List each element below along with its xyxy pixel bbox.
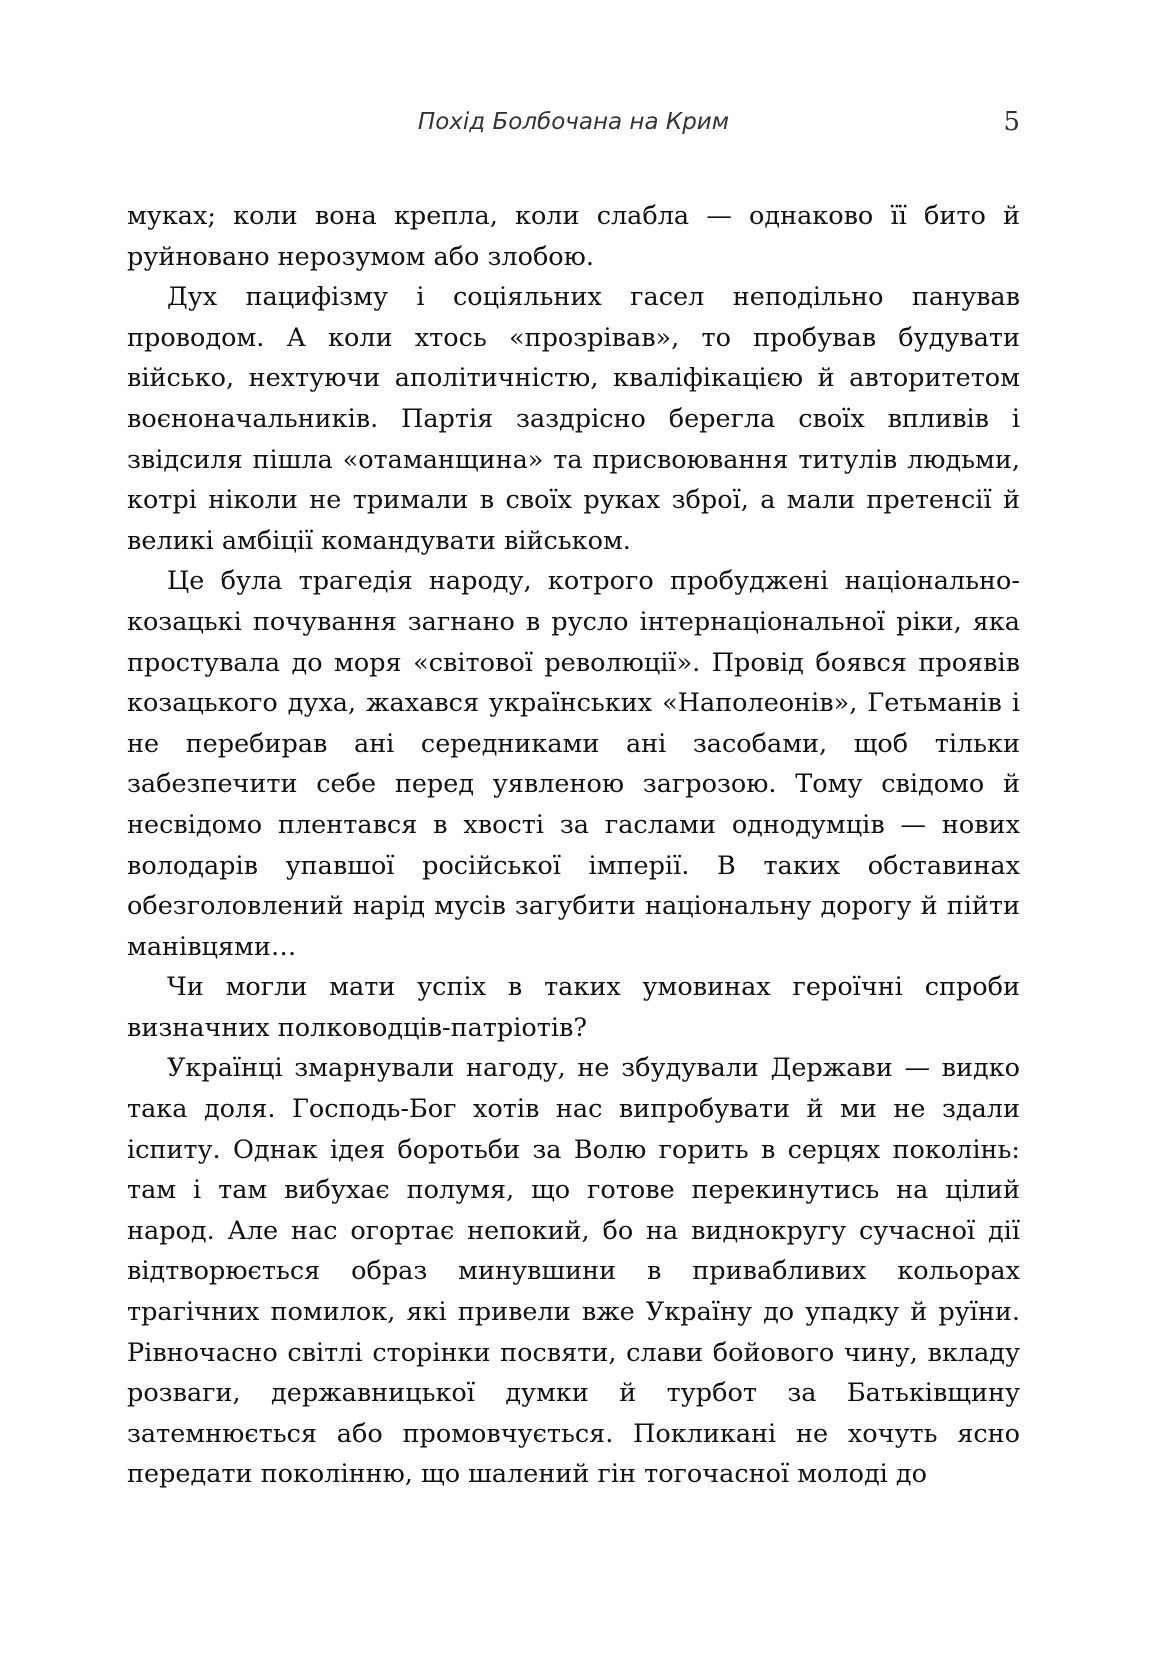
running-title: Похід Болбочана на Крим [417,109,730,135]
paragraph: Дух пацифізму і соціяльних гасел неподільно панував проводом. А коли хтось «прозрівав», то пробував будувати військо, нехтуючи аполітичністю, кваліфікацією й авторитетом воєноначальників. Партія заздрісно берегла своїх впливів і звідсиля пішла «отаманщина» та присвоювання титулів людьми, котрі ніколи не тримали в своїх руках зброї, а мали претенсії й великі амбіції командувати військом. [127,282,1020,556]
body-text [127,196,1020,1495]
page-header [127,102,1020,142]
page-number: 5 [1003,107,1020,137]
paragraph: Українці змарнували нагоду, не збудували Держави — видко така доля. Господь-Бог хотів нас випробувати й ми не здали іспиту. Однак ідея боротьби за Волю горить в серцях поколінь: там і там вибухає полумя, що готове перекинутись на цілий народ. Але нас огортає непокий, бо на виднокругу сучасної дії відтворюється образ минувшини в привабливих кольорах трагічних помилок, які привели вже Україну до упадку й руїни. Рівночасно світлі сторінки посвяти, слави бойового чину, вкладу розваги, державницької думки й турбот за Батьківщину затемнюється або промовчується. Покликані не хочуть ясно передати поколінню, що шалений гін тогочасної молоді до [127,1053,1020,1490]
paragraph: Це була трагедія народу, котрого пробуджені національно-козацькі почування загнано в русло інтернаціональної ріки, яка простувала до моря «світової революції». Провід боявся проявів козацького духа, жахався українських «Наполеонів», Гетьманів і не перебирав ані середниками ані засобами, щоб тільки забезпечити себе перед уявленою загрозою. Тому свідомо й несвідомо плентався в хвості за гаслами однодумців — нових володарів упавшої російської імперії. В таких обставинах обезголовлений нарід мусів загубити національну дорогу й пійти манівцями… [127,566,1020,962]
paragraph-continuation: муках; коли вона крепла, коли слабла — однаково її бито й руйновано нерозумом або злобою. [127,201,1020,272]
paragraph: Чи могли мати успіх в таких умовинах героїчні спроби визначних полководців-патріотів? [127,972,1020,1043]
